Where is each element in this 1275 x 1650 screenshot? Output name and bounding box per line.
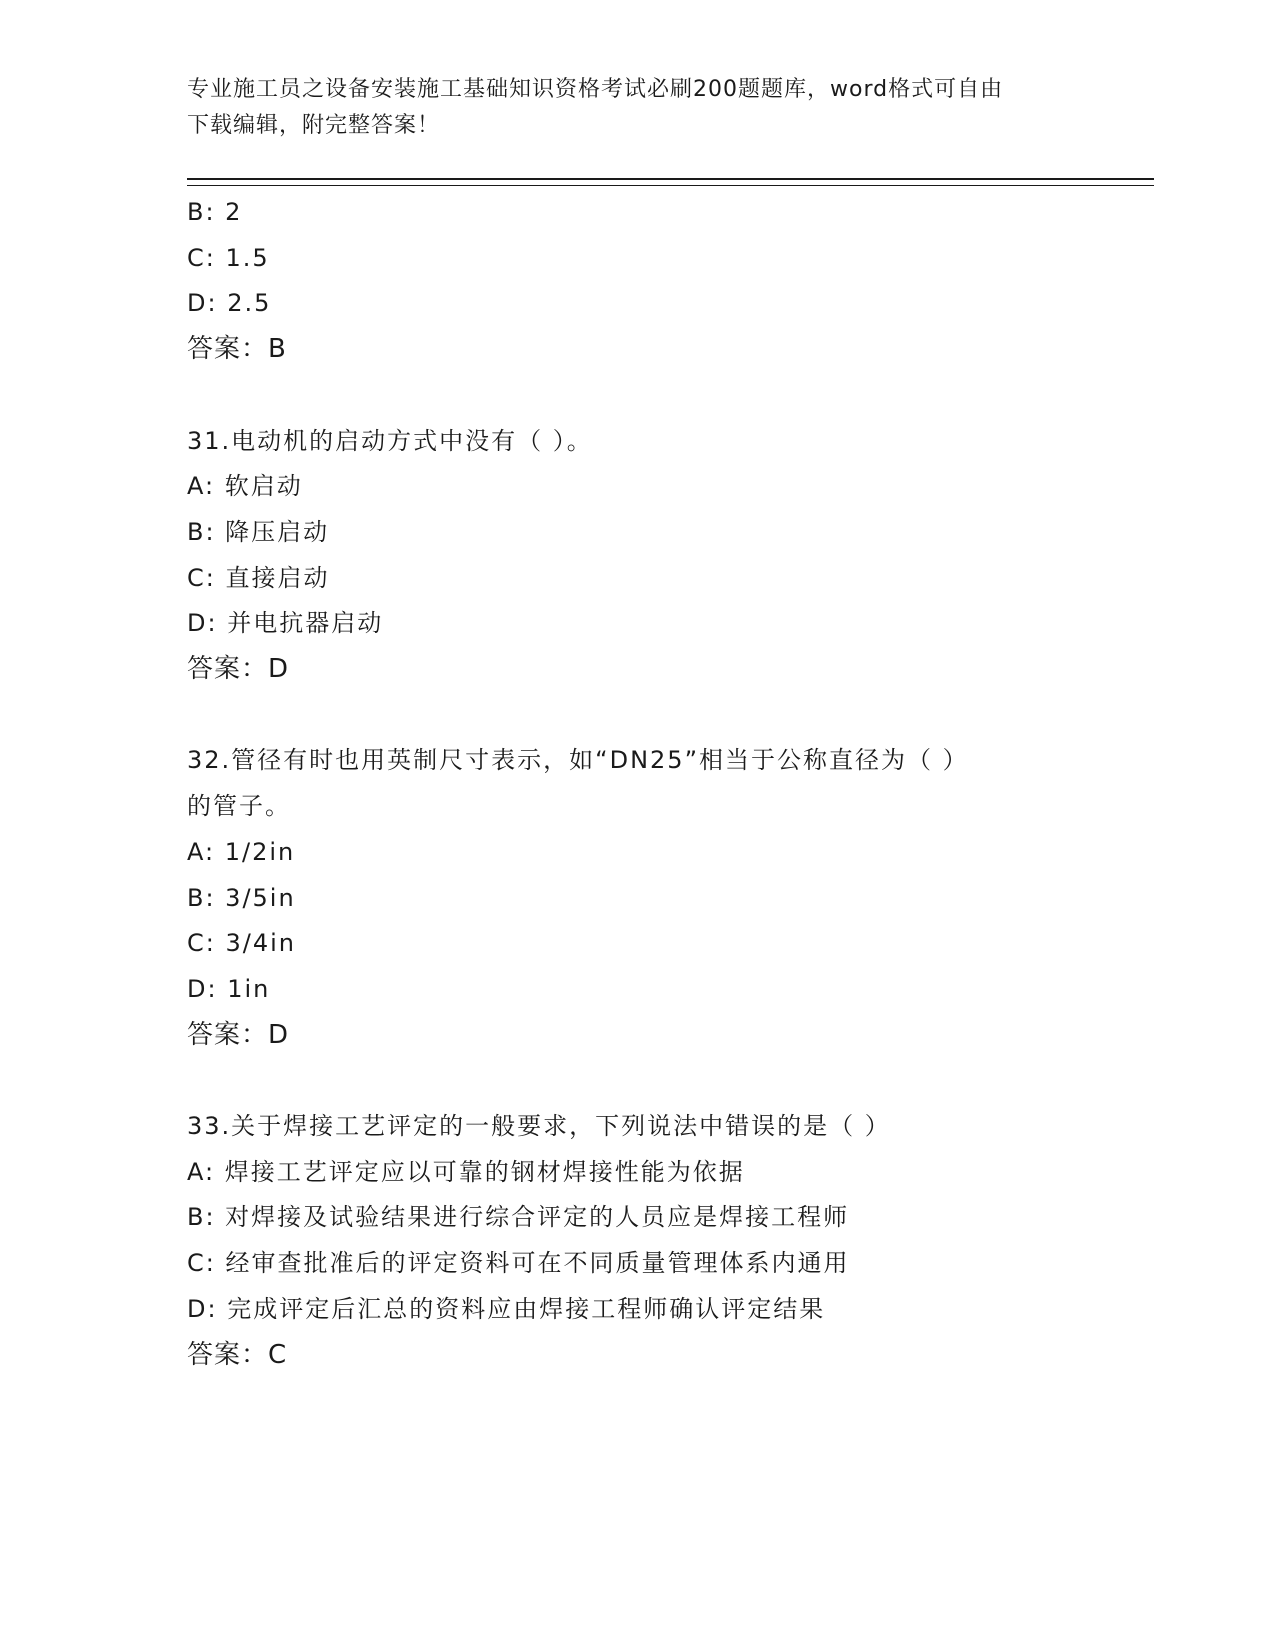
option-d: D: 2.5 bbox=[187, 289, 272, 318]
header-title-line-2: 下载编辑，附完整答案！ bbox=[187, 113, 441, 138]
option-d: D: 并电抗器启动 bbox=[187, 609, 384, 638]
question-text-line-2: 的管子。 bbox=[187, 792, 291, 821]
header-title-line-1: 专业施工员之设备安装施工基础知识资格考试必刷200题题库，word格式可自由 bbox=[187, 77, 1004, 102]
answer-line: 答案：D bbox=[187, 1019, 290, 1050]
question-30-continuation bbox=[187, 190, 1147, 373]
answer-line: 答案：D bbox=[187, 654, 290, 685]
option-d: D: 完成评定后汇总的资料应由焊接工程师确认评定结果 bbox=[187, 1294, 826, 1323]
header-divider bbox=[187, 178, 1154, 186]
answer-line: 答案：C bbox=[187, 1339, 288, 1370]
option-c: C: 3/4in bbox=[187, 929, 296, 958]
spacer bbox=[187, 1058, 1147, 1104]
answer-line: 答案：B bbox=[187, 334, 287, 365]
option-c: C: 经审查批准后的评定资料可在不同质量管理体系内通用 bbox=[187, 1249, 850, 1278]
option-b: B: 3/5in bbox=[187, 883, 296, 912]
question-list bbox=[187, 190, 1147, 1378]
option-d: D: 1in bbox=[187, 974, 271, 1003]
option-a: A: 软启动 bbox=[187, 472, 303, 501]
option-c: C: 1.5 bbox=[187, 243, 270, 272]
question-33 bbox=[187, 1104, 1147, 1378]
question-text: 33.关于焊接工艺评定的一般要求，下列说法中错误的是（ ） bbox=[187, 1112, 891, 1141]
option-b: B: 对焊接及试验结果进行综合评定的人员应是焊接工程师 bbox=[187, 1203, 850, 1232]
option-a: A: 焊接工艺评定应以可靠的钢材焊接性能为依据 bbox=[187, 1157, 745, 1186]
option-a: A: 1/2in bbox=[187, 837, 296, 866]
spacer bbox=[187, 693, 1147, 739]
question-32 bbox=[187, 738, 1147, 1058]
question-text-line-1: 32.管径有时也用英制尺寸表示，如“DN25”相当于公称直径为（ ） bbox=[187, 746, 969, 775]
question-31 bbox=[187, 419, 1147, 693]
document-header bbox=[187, 72, 1067, 144]
question-text: 31.电动机的启动方式中没有（ ）。 bbox=[187, 426, 593, 455]
option-b: B: 降压启动 bbox=[187, 517, 330, 546]
spacer bbox=[187, 373, 1147, 419]
option-b: B: 2 bbox=[187, 198, 243, 226]
option-c: C: 直接启动 bbox=[187, 563, 330, 592]
